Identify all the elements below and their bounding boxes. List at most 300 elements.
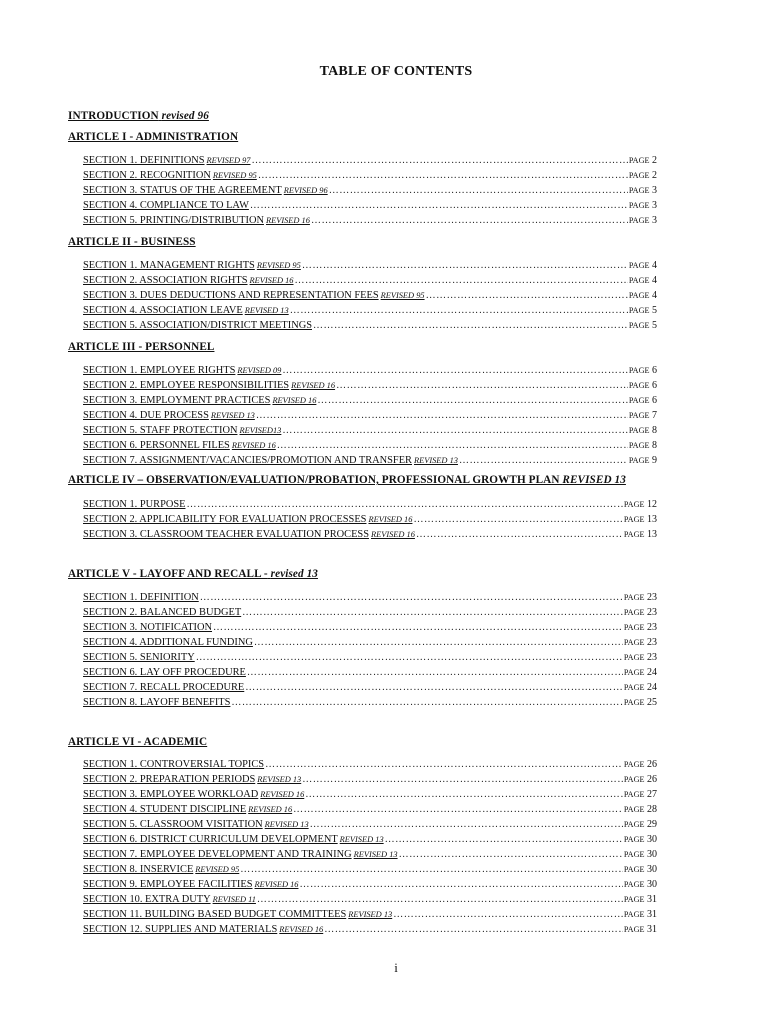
section-title [83, 153, 250, 168]
section-title [83, 877, 298, 892]
toc-entry[interactable] [83, 817, 657, 832]
section-label: SECTION 2. APPLICABILITY FOR EVALUATION PROCESSES [83, 514, 367, 525]
toc-entry[interactable] [83, 393, 657, 408]
page-ref [629, 213, 657, 228]
section-label: SECTION 2. BALANCED BUDGET [83, 607, 242, 618]
section-title [83, 497, 185, 512]
page-word: PAGE [623, 515, 645, 524]
section-revised: REVISED 16 [279, 925, 324, 934]
page-title: TABLE OF CONTENTS [319, 64, 473, 79]
section-title [83, 757, 264, 772]
page-number-ref: 6 [652, 380, 657, 391]
dot-leader [311, 213, 628, 228]
section-label: SECTION 6. LAY OFF PROCEDURE [83, 667, 246, 678]
section-revised: REVISED 97 [206, 156, 251, 165]
page-ref [624, 847, 657, 862]
dot-leader [257, 892, 623, 907]
section-revised: REVISED 13 [264, 820, 309, 829]
section-list [83, 590, 657, 710]
dot-leader [302, 258, 628, 273]
section-label: SECTION 5. SENIORITY [83, 652, 195, 663]
section-label: SECTION 2. EMPLOYEE RESPONSIBILITIES [83, 380, 290, 391]
dot-leader [310, 817, 623, 832]
section-label: SECTION 9. EMPLOYEE FACILITIES [83, 879, 253, 890]
section-label: SECTION 6. PERSONNEL FILES [83, 440, 230, 451]
dot-leader [242, 605, 623, 620]
page-ref [629, 408, 657, 423]
dot-leader [290, 303, 628, 318]
section-title [83, 168, 257, 183]
page-ref [629, 153, 657, 168]
page-ref [624, 620, 657, 635]
section-revised: REVISED 16 [291, 381, 336, 390]
page-number-ref: 13 [647, 529, 657, 540]
page-word: PAGE [628, 381, 650, 390]
section-title [83, 772, 301, 787]
page-word: PAGE [623, 530, 645, 539]
page-number-ref: 23 [647, 652, 657, 663]
page-word: PAGE [628, 171, 650, 180]
page-ref [624, 877, 657, 892]
dot-leader [240, 862, 623, 877]
page-word: PAGE [623, 805, 645, 814]
page-word: PAGE [623, 623, 645, 632]
section-label: SECTION 12. SUPPLIES AND MATERIALS [83, 924, 278, 935]
dot-leader [282, 423, 628, 438]
section-label: SECTION 7. EMPLOYEE DEVELOPMENT AND TRAINING [83, 849, 352, 860]
page-word: PAGE [628, 216, 650, 225]
section-title [83, 832, 384, 847]
page-word: PAGE [623, 698, 645, 707]
introduction-heading [68, 110, 698, 122]
page-word: PAGE [628, 261, 650, 270]
page-word: PAGE [623, 760, 645, 769]
page-number-ref: 23 [647, 592, 657, 603]
toc-entry[interactable] [83, 832, 657, 847]
dot-leader [247, 665, 623, 680]
toc-entry[interactable] [83, 907, 657, 922]
page-number-ref: 31 [647, 909, 657, 920]
dot-leader [200, 590, 623, 605]
introduction-label: INTRODUCTION [68, 110, 159, 122]
page-number-ref: 8 [652, 440, 657, 451]
section-title [83, 423, 281, 438]
section-revised: REVISED 13 [257, 775, 302, 784]
section-title [83, 288, 425, 303]
page-word: PAGE [623, 790, 645, 799]
section-label: SECTION 3. STATUS OF THE AGREEMENT [83, 185, 282, 196]
page-word: PAGE [628, 321, 650, 330]
article-heading [68, 568, 698, 580]
toc-entry[interactable] [83, 512, 657, 527]
toc-entry[interactable] [83, 527, 657, 542]
dot-leader [426, 288, 628, 303]
page-ref [624, 497, 657, 512]
page-number-ref: 12 [647, 499, 657, 510]
page-ref [624, 590, 657, 605]
page-word: PAGE [623, 668, 645, 677]
page-word: PAGE [628, 201, 650, 210]
article-title: ARTICLE VI - ACADEMIC [68, 736, 208, 748]
dot-leader [277, 438, 628, 453]
dot-leader [336, 378, 628, 393]
section-label: SECTION 6. DISTRICT CURRICULUM DEVELOPMENT [83, 834, 338, 845]
section-label: SECTION 4. ADDITIONAL FUNDING [83, 637, 253, 648]
dot-leader [324, 922, 623, 937]
dot-leader [393, 907, 623, 922]
page-word: PAGE [623, 608, 645, 617]
section-revised: REVISED 95 [380, 291, 425, 300]
section-label: SECTION 3. EMPLOYEE WORKLOAD [83, 789, 259, 800]
section-title [83, 378, 335, 393]
toc-entry[interactable] [83, 680, 657, 695]
dot-leader [413, 512, 622, 527]
page-word: PAGE [623, 865, 645, 874]
page-number-ref: 23 [647, 607, 657, 618]
section-revised: REVISED 16 [260, 790, 305, 799]
dot-leader [254, 635, 623, 650]
section-title [83, 527, 415, 542]
page-word: PAGE [628, 186, 650, 195]
page-word: PAGE [623, 850, 645, 859]
page-ref [629, 288, 657, 303]
page-word: PAGE [628, 366, 650, 375]
toc-entry[interactable] [83, 877, 657, 892]
section-revised: REVISED 11 [212, 895, 256, 904]
page-number-ref: 23 [647, 637, 657, 648]
article-heading [68, 736, 698, 748]
article-title: ARTICLE I - ADMINISTRATION [68, 131, 239, 143]
section-title [83, 922, 323, 937]
dot-leader [299, 877, 622, 892]
page-number-ref: 28 [647, 804, 657, 815]
page-number-ref: 30 [647, 879, 657, 890]
page-number-ref: 24 [647, 682, 657, 693]
dot-leader [245, 680, 623, 695]
section-title [83, 605, 241, 620]
section-label: SECTION 3. DUES DEDUCTIONS AND REPRESENTATION FEES [83, 290, 379, 301]
page-number-ref: 27 [647, 789, 657, 800]
page-ref [624, 665, 657, 680]
section-title [83, 318, 312, 333]
section-title [83, 862, 239, 877]
dot-leader [196, 650, 623, 665]
page-ref [629, 168, 657, 183]
section-list [83, 497, 657, 542]
toc-entry[interactable] [83, 620, 657, 635]
page-word: PAGE [623, 835, 645, 844]
page-ref [624, 605, 657, 620]
toc-entry[interactable] [83, 665, 657, 680]
section-title [83, 787, 304, 802]
article-heading [68, 474, 698, 486]
toc-entry[interactable] [83, 168, 657, 183]
page-word: PAGE [623, 910, 645, 919]
page-ref [624, 862, 657, 877]
toc-entry[interactable] [83, 802, 657, 817]
section-label: SECTION 1. PURPOSE [83, 499, 186, 510]
section-label: SECTION 5. CLASSROOM VISITATION [83, 819, 263, 830]
page-number-ref: 13 [647, 514, 657, 525]
section-label: SECTION 4. STUDENT DISCIPLINE [83, 804, 247, 815]
page-word: PAGE [623, 880, 645, 889]
page-word: PAGE [628, 441, 650, 450]
page-word: PAGE [628, 411, 650, 420]
section-label: SECTION 8. LAYOFF BENEFITS [83, 697, 231, 708]
page-ref [624, 907, 657, 922]
section-title [83, 847, 398, 862]
section-revised: REVISED 13 [413, 456, 458, 465]
section-title [83, 512, 412, 527]
page-ref [629, 378, 657, 393]
dot-leader [256, 408, 628, 423]
page-ref [629, 183, 657, 198]
dot-leader [293, 802, 623, 817]
article-title: ARTICLE III - PERSONNEL [68, 341, 215, 353]
section-title [83, 680, 244, 695]
dot-leader [231, 695, 622, 710]
page-number-ref: 24 [647, 667, 657, 678]
section-title [83, 198, 249, 213]
page-ref [624, 757, 657, 772]
page-number-ref: 8 [652, 425, 657, 436]
page-ref [624, 832, 657, 847]
toc-entry[interactable] [83, 605, 657, 620]
introduction-revised: revised 96 [161, 110, 209, 122]
page-number-ref: 4 [652, 260, 657, 271]
section-title [83, 438, 276, 453]
dot-leader [213, 620, 623, 635]
dot-leader [416, 527, 623, 542]
section-revised: REVISED 16 [265, 216, 310, 225]
section-title [83, 213, 310, 228]
page-number-ref: 5 [652, 320, 657, 331]
page-ref [629, 363, 657, 378]
section-title [83, 363, 281, 378]
page-ref [624, 635, 657, 650]
page-number-ref: 31 [647, 894, 657, 905]
section-label: SECTION 1. CONTROVERSIAL TOPICS [83, 759, 265, 770]
dot-leader [258, 168, 628, 183]
dot-leader [317, 393, 627, 408]
page-word: PAGE [628, 306, 650, 315]
toc-entry[interactable] [83, 862, 657, 877]
page-number-ref: 26 [647, 759, 657, 770]
section-label: SECTION 1. MANAGEMENT RIGHTS [83, 260, 255, 271]
toc-entry[interactable] [83, 423, 657, 438]
section-list [83, 153, 657, 228]
page-ref [629, 318, 657, 333]
section-title [83, 408, 255, 423]
page-word: PAGE [623, 820, 645, 829]
toc-entry[interactable] [83, 258, 657, 273]
toc-entry[interactable] [83, 635, 657, 650]
page-number-ref: 2 [652, 155, 657, 166]
section-title [83, 183, 328, 198]
section-title [83, 802, 292, 817]
page-number-ref: 29 [647, 819, 657, 830]
section-label: SECTION 4. COMPLIANCE TO LAW [83, 200, 249, 211]
toc-entry[interactable] [83, 892, 657, 907]
section-label: SECTION 1. DEFINITIONS [83, 155, 205, 166]
page-number-ref: 30 [647, 834, 657, 845]
section-label: SECTION 7. ASSIGNMENT/VACANCIES/PROMOTION AND TRANSFER [83, 455, 412, 466]
page-word: PAGE [623, 593, 645, 602]
page-word: PAGE [623, 653, 645, 662]
section-label: SECTION 2. PREPARATION PERIODS [83, 774, 256, 785]
page-number-ref: 26 [647, 774, 657, 785]
page-word: PAGE [628, 456, 650, 465]
section-label: SECTION 3. CLASSROOM TEACHER EVALUATION PROCESS [83, 529, 369, 540]
dot-leader [250, 198, 628, 213]
dot-leader [385, 832, 623, 847]
section-list [83, 757, 657, 937]
section-label: SECTION 4. ASSOCIATION LEAVE [83, 305, 243, 316]
section-title [83, 258, 301, 273]
article-title: ARTICLE IV – OBSERVATION/EVALUATION/PROBATION, PROFESSIONAL GROWTH PLAN [68, 474, 560, 486]
toc-entry[interactable] [83, 453, 657, 468]
page-ref [629, 273, 657, 288]
section-label: SECTION 2. RECOGNITION [83, 170, 211, 181]
toc-entry[interactable] [83, 288, 657, 303]
page-ref [624, 892, 657, 907]
article-heading [68, 131, 698, 143]
section-revised: REVISED 16 [272, 396, 317, 405]
page-number: i [394, 960, 398, 975]
page-number-ref: 3 [652, 215, 657, 226]
page-word: PAGE [623, 500, 645, 509]
toc-entry[interactable] [83, 590, 657, 605]
toc-entry[interactable] [83, 922, 657, 937]
toc-entry[interactable] [83, 378, 657, 393]
page-number-ref: 3 [652, 200, 657, 211]
page-ref [624, 650, 657, 665]
toc-entry[interactable] [83, 198, 657, 213]
page-ref [624, 695, 657, 710]
page-number-ref: 25 [647, 697, 657, 708]
section-title [83, 393, 316, 408]
page-ref [624, 772, 657, 787]
article-revised: REVISED 13 [562, 474, 626, 486]
section-list [83, 258, 657, 333]
page-word: PAGE [623, 638, 645, 647]
section-revised: REVISED 95 [212, 171, 257, 180]
page-number-ref: 4 [652, 290, 657, 301]
section-label: SECTION 3. NOTIFICATION [83, 622, 213, 633]
section-label: SECTION 11. BUILDING BASED BUDGET COMMITTEES [83, 909, 347, 920]
section-title [83, 695, 230, 710]
page-ref [624, 922, 657, 937]
page-ref [624, 787, 657, 802]
dot-leader [459, 453, 628, 468]
page-number-ref: 7 [652, 410, 657, 421]
toc-entry[interactable] [83, 695, 657, 710]
page-ref [629, 258, 657, 273]
toc-entry[interactable] [83, 847, 657, 862]
section-title [83, 907, 392, 922]
page-word: PAGE [628, 396, 650, 405]
toc-entry[interactable] [83, 408, 657, 423]
toc-entry[interactable] [83, 757, 657, 772]
section-label: SECTION 10. EXTRA DUTY [83, 894, 211, 905]
page-word: PAGE [623, 683, 645, 692]
article-title: ARTICLE II - BUSINESS [68, 236, 196, 248]
section-title [83, 590, 199, 605]
section-label: SECTION 5. STAFF PROTECTION [83, 425, 238, 436]
page-number-ref: 31 [647, 924, 657, 935]
page-ref [629, 423, 657, 438]
section-revised: REVISED 13 [244, 306, 289, 315]
page-word: PAGE [628, 156, 650, 165]
section-title [83, 650, 195, 665]
article-title: ARTICLE V - LAYOFF AND RECALL - [68, 568, 268, 580]
article-revised: revised 13 [270, 568, 318, 580]
page-word: PAGE [623, 775, 645, 784]
section-label: SECTION 1. EMPLOYEE RIGHTS [83, 365, 236, 376]
page-ref [624, 680, 657, 695]
dot-leader [251, 153, 627, 168]
section-revised: REVISED 13 [339, 835, 384, 844]
section-revised: REVISED13 [239, 426, 282, 435]
section-title [83, 273, 294, 288]
page-word: PAGE [623, 895, 645, 904]
section-revised: REVISED 16 [231, 441, 276, 450]
dot-leader [305, 787, 623, 802]
section-list [83, 363, 657, 468]
page-number-ref: 30 [647, 849, 657, 860]
page-ref [624, 527, 657, 542]
toc-entry[interactable] [83, 153, 657, 168]
toc-entry[interactable] [83, 772, 657, 787]
toc-entry[interactable] [83, 213, 657, 228]
section-revised: REVISED 16 [254, 880, 299, 889]
section-title [83, 453, 458, 468]
toc-entry[interactable] [83, 787, 657, 802]
toc-entry[interactable] [83, 438, 657, 453]
page-number-ref: 5 [652, 305, 657, 316]
section-revised: REVISED 96 [283, 186, 328, 195]
section-revised: REVISED 16 [370, 530, 415, 539]
section-revised: REVISED 09 [237, 366, 282, 375]
article-heading [68, 236, 698, 248]
toc-entry[interactable] [83, 183, 657, 198]
page-ref [629, 453, 657, 468]
section-label: SECTION 1. DEFINITION [83, 592, 199, 603]
page-ref [624, 802, 657, 817]
section-title [83, 892, 256, 907]
page-number-ref: 4 [652, 275, 657, 286]
section-label: SECTION 4. DUE PROCESS [83, 410, 209, 421]
page-word: PAGE [628, 426, 650, 435]
dot-leader [313, 318, 628, 333]
section-title [83, 635, 253, 650]
page-ref [629, 198, 657, 213]
toc-entry[interactable] [83, 273, 657, 288]
page-number-ref: 2 [652, 170, 657, 181]
toc-entry[interactable] [83, 650, 657, 665]
page-ref [624, 512, 657, 527]
toc-entry[interactable] [83, 303, 657, 318]
dot-leader [302, 772, 623, 787]
toc-entry[interactable] [83, 363, 657, 378]
section-revised: REVISED 16 [368, 515, 413, 524]
section-title [83, 817, 309, 832]
page-word: PAGE [628, 276, 650, 285]
dot-leader [282, 363, 627, 378]
toc-entry[interactable] [83, 497, 657, 512]
toc-entry[interactable] [83, 318, 657, 333]
dot-leader [186, 497, 622, 512]
